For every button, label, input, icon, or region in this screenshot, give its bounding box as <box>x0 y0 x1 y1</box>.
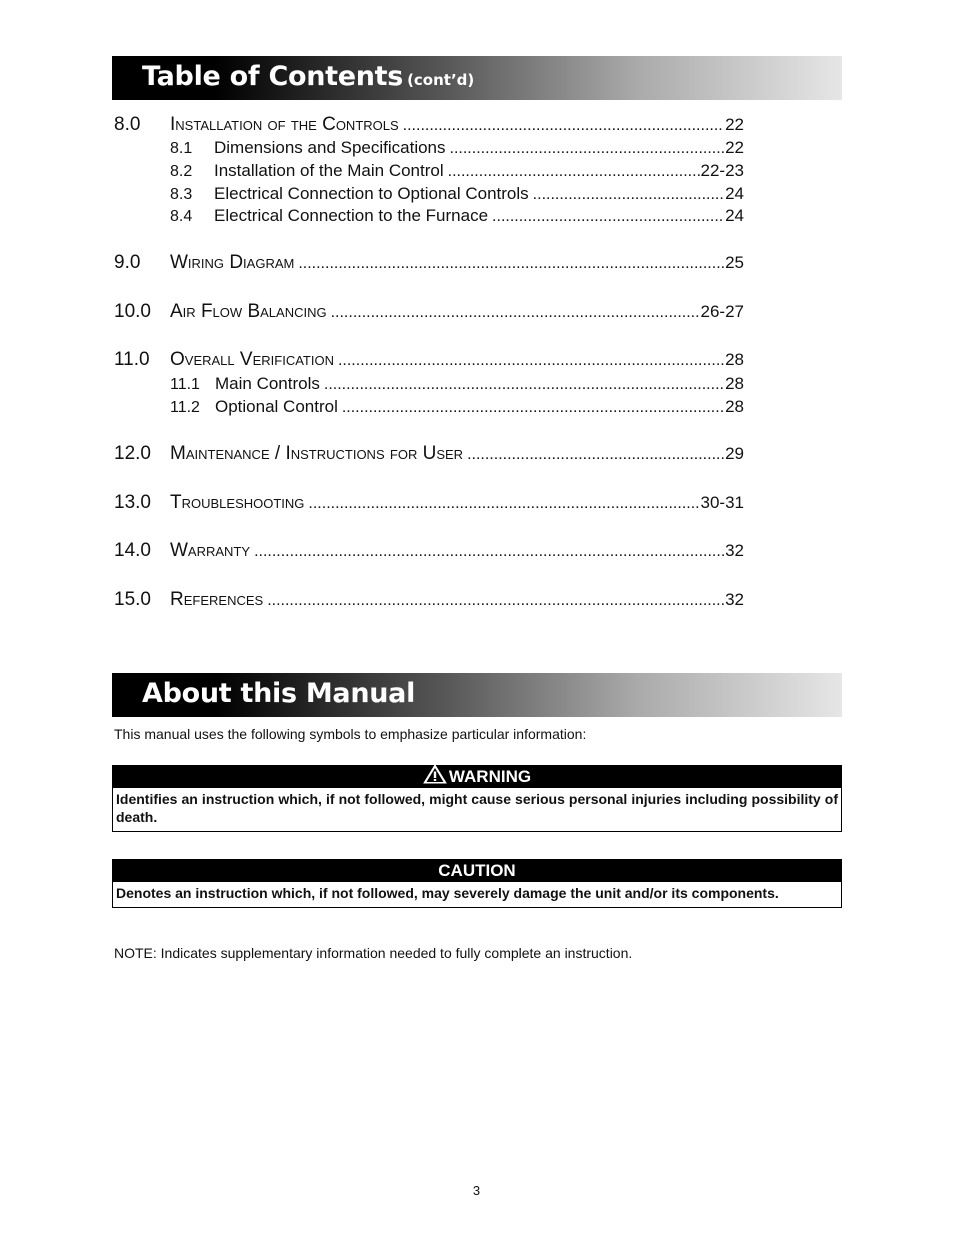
toc-entry-page: 28 <box>725 350 744 369</box>
toc-entry-9[interactable] <box>114 252 744 274</box>
warning-triangle-icon <box>423 764 447 790</box>
toc-title <box>142 56 474 101</box>
dot-leader <box>267 592 724 610</box>
toc-entry-number: 8.1 <box>170 140 193 157</box>
warning-box <box>112 765 842 832</box>
toc-entry-number: 11.2 <box>170 399 200 416</box>
dot-leader <box>533 186 724 204</box>
toc-banner <box>112 56 842 100</box>
toc-entry-number: 15.0 <box>114 589 151 610</box>
toc-entry-8-2[interactable] <box>170 161 744 181</box>
dot-leader <box>342 399 724 417</box>
toc-entry-8[interactable] <box>114 114 744 136</box>
toc-entry-label: Warranty <box>170 540 251 561</box>
toc-entry-number: 14.0 <box>114 540 151 561</box>
toc-entry-label: Maintenance / Instructions for User <box>170 443 464 464</box>
toc-entry-8-1[interactable] <box>170 138 744 158</box>
dot-leader <box>331 304 700 322</box>
toc-entry-page: 28 <box>725 397 744 416</box>
toc-entry-11-2[interactable] <box>170 397 744 417</box>
toc-entry-11[interactable] <box>114 349 744 371</box>
about-banner <box>112 673 842 717</box>
warning-header <box>113 766 841 788</box>
dot-leader <box>308 495 699 513</box>
toc-entry-number: 8.4 <box>170 208 193 225</box>
toc-entry-page: 28 <box>725 374 744 393</box>
dot-leader <box>450 140 725 158</box>
caution-text: Denotes an instruction which, if not followed, may severely damage the unit and/or its components. <box>116 885 779 901</box>
toc-entry-number: 10.0 <box>114 301 151 322</box>
dot-leader <box>492 208 724 226</box>
toc-entry-label: References <box>170 589 264 610</box>
toc-entry-10[interactable] <box>114 301 744 323</box>
toc-entry-11-1[interactable] <box>170 374 744 394</box>
toc-entry-page: 25 <box>725 253 744 272</box>
toc-entry-number: 13.0 <box>114 492 151 513</box>
toc-entry-page: 24 <box>725 184 744 203</box>
toc-entry-page: 32 <box>725 541 744 560</box>
about-title: About this Manual <box>142 678 416 709</box>
page-number: 3 <box>472 1183 482 1198</box>
intro-text: This manual uses the following symbols to emphasize particular information: <box>114 726 587 742</box>
toc-entry-page: 32 <box>725 590 744 609</box>
toc-entry-8-3[interactable] <box>170 184 744 204</box>
dot-leader <box>403 117 724 135</box>
dot-leader <box>324 376 724 394</box>
toc-entry-number: 8.3 <box>170 186 193 203</box>
toc-entry-page: 24 <box>725 206 744 225</box>
toc-entry-label: Installation of the Main Control <box>214 161 444 180</box>
toc-entry-page: 22-23 <box>700 161 744 180</box>
toc-entry-page: 22 <box>725 115 744 134</box>
dot-leader <box>254 543 724 561</box>
warning-title: WARNING <box>448 767 532 786</box>
toc-entry-15[interactable] <box>114 589 744 611</box>
caution-box <box>112 859 842 908</box>
toc-entry-number: 9.0 <box>114 252 141 273</box>
toc-entry-label: Dimensions and Specifications <box>214 138 446 157</box>
toc-entry-label: Air Flow Balancing <box>170 301 327 322</box>
dot-leader <box>448 163 700 181</box>
toc-entry-number: 8.0 <box>114 114 141 135</box>
toc-entry-label: Installation of the Controls <box>170 114 399 135</box>
toc-entry-number: 11.0 <box>114 349 150 370</box>
dot-leader <box>467 446 724 464</box>
toc-entry-label: Wiring Diagram <box>170 252 295 273</box>
toc-entry-number: 12.0 <box>114 443 151 464</box>
toc-entry-13[interactable] <box>114 492 744 514</box>
toc-entry-page: 29 <box>725 444 744 463</box>
toc-entry-number: 8.2 <box>170 163 193 180</box>
toc-entry-number: 11.1 <box>170 376 200 393</box>
caution-header <box>113 860 841 882</box>
toc-entry-label: Overall Verification <box>170 349 334 370</box>
note-text: NOTE: Indicates supplementary information needed to fully complete an instruction. <box>114 945 633 961</box>
dot-leader <box>338 352 724 370</box>
toc-entry-label: Main Controls <box>215 374 320 393</box>
toc-entry-page: 26-27 <box>700 302 744 321</box>
toc-entry-label: Electrical Connection to the Furnace <box>214 206 489 225</box>
toc-entry-14[interactable] <box>114 540 744 562</box>
dot-leader <box>298 255 724 273</box>
toc-title-text: Table of Contents <box>142 61 404 92</box>
toc-entry-label: Troubleshooting <box>170 492 305 513</box>
warning-text: Identifies an instruction which, if not followed, might cause serious personal injuries including possibility of death. <box>116 791 838 825</box>
toc-entry-label: Electrical Connection to Optional Controls <box>214 184 529 203</box>
toc-entry-page: 30-31 <box>700 493 744 512</box>
toc-entry-label: Optional Control <box>215 397 338 416</box>
toc-subtitle: (cont’d) <box>407 71 475 89</box>
caution-title: CAUTION <box>438 861 516 880</box>
toc-entry-8-4[interactable] <box>170 206 744 226</box>
toc-entry-page: 22 <box>725 138 744 157</box>
toc-entry-12[interactable] <box>114 443 744 465</box>
